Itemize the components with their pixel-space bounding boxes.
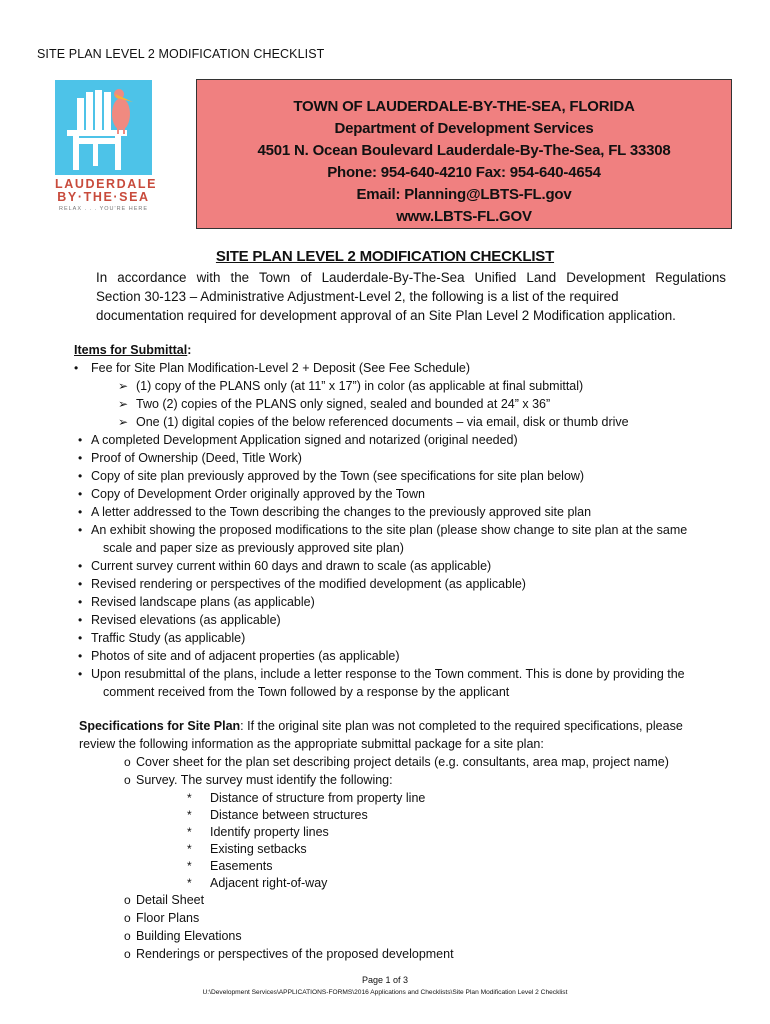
spec-item: Floor Plans: [136, 911, 200, 925]
submittal-heading-colon: :: [187, 343, 192, 357]
survey-item: Distance between structures: [210, 808, 368, 822]
submittal-item: Copy of Development Order originally approved by the Town: [91, 487, 425, 501]
specs-heading: Specifications for Site Plan: [79, 719, 241, 733]
spec-item: Detail Sheet: [136, 893, 205, 907]
page-title: SITE PLAN LEVEL 2 MODIFICATION CHECKLIST: [215, 248, 555, 265]
bullet-icon: •: [78, 487, 83, 501]
header-department: Department of Development Services: [334, 120, 594, 137]
submittal-item-continued: scale and paper size as previously approved site plan): [103, 541, 404, 555]
arrow-bullet-icon: ➢: [118, 397, 129, 411]
submittal-heading-text: Items for Submittal: [74, 343, 188, 357]
sub-item: (1) copy of the PLANS only (at 11” x 17”) in color (as applicable at final submittal): [136, 379, 584, 393]
bullet-icon: •: [78, 469, 83, 483]
top-heading: SITE PLAN LEVEL 2 MODIFICATION CHECKLIST: [37, 47, 325, 61]
spec-item: Cover sheet for the plan set describing project details (e.g. consultants, area map, project name): [136, 755, 669, 769]
circle-bullet-icon: o: [124, 755, 131, 769]
submittal-item: Current survey current within 60 days and drawn to scale (as applicable): [91, 559, 492, 573]
submittal-item: Traffic Study (as applicable): [91, 631, 246, 645]
header-address: 4501 N. Ocean Boulevard Lauderdale-By-The-Sea, FL 33308: [257, 142, 671, 159]
submittal-item: Photos of site and of adjacent properties (as applicable): [91, 649, 400, 663]
circle-bullet-icon: o: [124, 893, 131, 907]
bullet-icon: •: [78, 451, 83, 465]
town-logo: [55, 80, 158, 235]
logo-text-line2: BY·THE·SEA: [57, 190, 150, 204]
spec-item: Renderings or perspectives of the proposed development: [136, 947, 454, 961]
circle-bullet-icon: o: [124, 929, 131, 943]
asterisk-bullet-icon: *: [187, 791, 192, 805]
survey-item: Existing setbacks: [210, 842, 307, 856]
asterisk-bullet-icon: *: [187, 859, 192, 873]
intro-line: documentation required for development approval of an Site Plan Level 2 Modification application.: [96, 308, 676, 323]
asterisk-bullet-icon: *: [187, 825, 192, 839]
specs-line: review the following information as the appropriate submittal package for a site plan:: [79, 737, 544, 751]
submittal-heading: [74, 341, 191, 359]
survey-item: Easements: [210, 859, 273, 873]
survey-item: Adjacent right-of-way: [210, 876, 328, 890]
intro-paragraph: [96, 268, 726, 325]
submittal-item: Proof of Ownership (Deed, Title Work): [91, 451, 302, 465]
submittal-item: Revised landscape plans (as applicable): [91, 595, 315, 609]
circle-bullet-icon: o: [124, 773, 131, 787]
bullet-icon: •: [78, 505, 83, 519]
logo-wordmark: [55, 177, 158, 204]
bullet-icon: •: [78, 595, 83, 609]
survey-item: Identify property lines: [210, 825, 329, 839]
bullet-icon: •: [78, 649, 83, 663]
submittal-item-continued: comment received from the Town followed by a response by the applicant: [103, 685, 510, 699]
bullet-icon: •: [74, 361, 79, 375]
beach-chair-pelican-icon: [55, 80, 152, 175]
sub-item: One (1) digital copies of the below referenced documents – via email, disk or thumb drive: [136, 415, 629, 429]
submittal-item: An exhibit showing the proposed modifications to the site plan (please show change to site plan at the same: [91, 523, 688, 537]
file-path: U:\Development Services\APPLICATIONS-FORMS\2016 Applications and Checklists\Site Plan Modification Level 2 Checklist: [202, 989, 568, 996]
circle-bullet-icon: o: [124, 947, 131, 961]
spec-item: Building Elevations: [136, 929, 242, 943]
asterisk-bullet-icon: *: [187, 842, 192, 856]
submittal-item: Revised rendering or perspectives of the modified development (as applicable): [91, 577, 526, 591]
submittal-item: Revised elevations (as applicable): [91, 613, 281, 627]
logo-tagline: RELAX . . . YOU'RE HERE: [58, 206, 149, 212]
bullet-icon: •: [78, 433, 83, 447]
page-number: Page 1 of 3: [361, 975, 409, 985]
sub-item: Two (2) copies of the PLANS only signed, sealed and bounded at 24” x 36”: [136, 397, 551, 411]
intro-line: In accordance with the Town of Lauderdale-By-The-Sea Unified Land Development Regulations: [96, 270, 726, 285]
survey-item: Distance of structure from property line: [210, 791, 426, 805]
header-box: [196, 79, 732, 229]
asterisk-bullet-icon: *: [187, 808, 192, 822]
intro-line: Section 30-123 – Administrative Adjustment-Level 2, the following is a list of the required: [96, 289, 619, 304]
circle-bullet-icon: o: [124, 911, 131, 925]
submittal-item: Upon resubmittal of the plans, include a letter response to the Town comment. This is done by providing the: [91, 667, 685, 681]
bullet-icon: •: [78, 523, 83, 537]
spec-item: Survey. The survey must identify the following:: [136, 773, 393, 787]
header-town-name: TOWN OF LAUDERDALE-BY-THE-SEA, FLORIDA: [293, 98, 635, 115]
bullet-icon: •: [78, 667, 83, 681]
submittal-item: Copy of site plan previously approved by the Town (see specifications for site plan below): [91, 469, 585, 483]
logo-text-line1: LAUDERDALE: [55, 177, 158, 191]
bullet-icon: •: [78, 613, 83, 627]
arrow-bullet-icon: ➢: [118, 379, 129, 393]
fee-item: Fee for Site Plan Modification-Level 2 + Deposit (See Fee Schedule): [91, 361, 471, 375]
bullet-icon: •: [78, 631, 83, 645]
logo-artwork: [55, 80, 152, 175]
asterisk-bullet-icon: *: [187, 876, 192, 890]
arrow-bullet-icon: ➢: [118, 415, 129, 429]
header-phone-fax: Phone: 954-640-4210 Fax: 954-640-4654: [327, 164, 601, 181]
bullet-icon: •: [78, 559, 83, 573]
bullet-icon: •: [78, 577, 83, 591]
header-email: Email: Planning@LBTS-FL.gov: [356, 186, 572, 203]
specs-line: [79, 717, 683, 735]
specs-line1-rest: : If the original site plan was not completed to the required specifications, please: [240, 719, 683, 733]
submittal-item: A letter addressed to the Town describing the changes to the previously approved site plan: [91, 505, 592, 519]
header-website: www.LBTS-FL.GOV: [396, 208, 532, 225]
submittal-item: A completed Development Application signed and notarized (original needed): [91, 433, 518, 447]
